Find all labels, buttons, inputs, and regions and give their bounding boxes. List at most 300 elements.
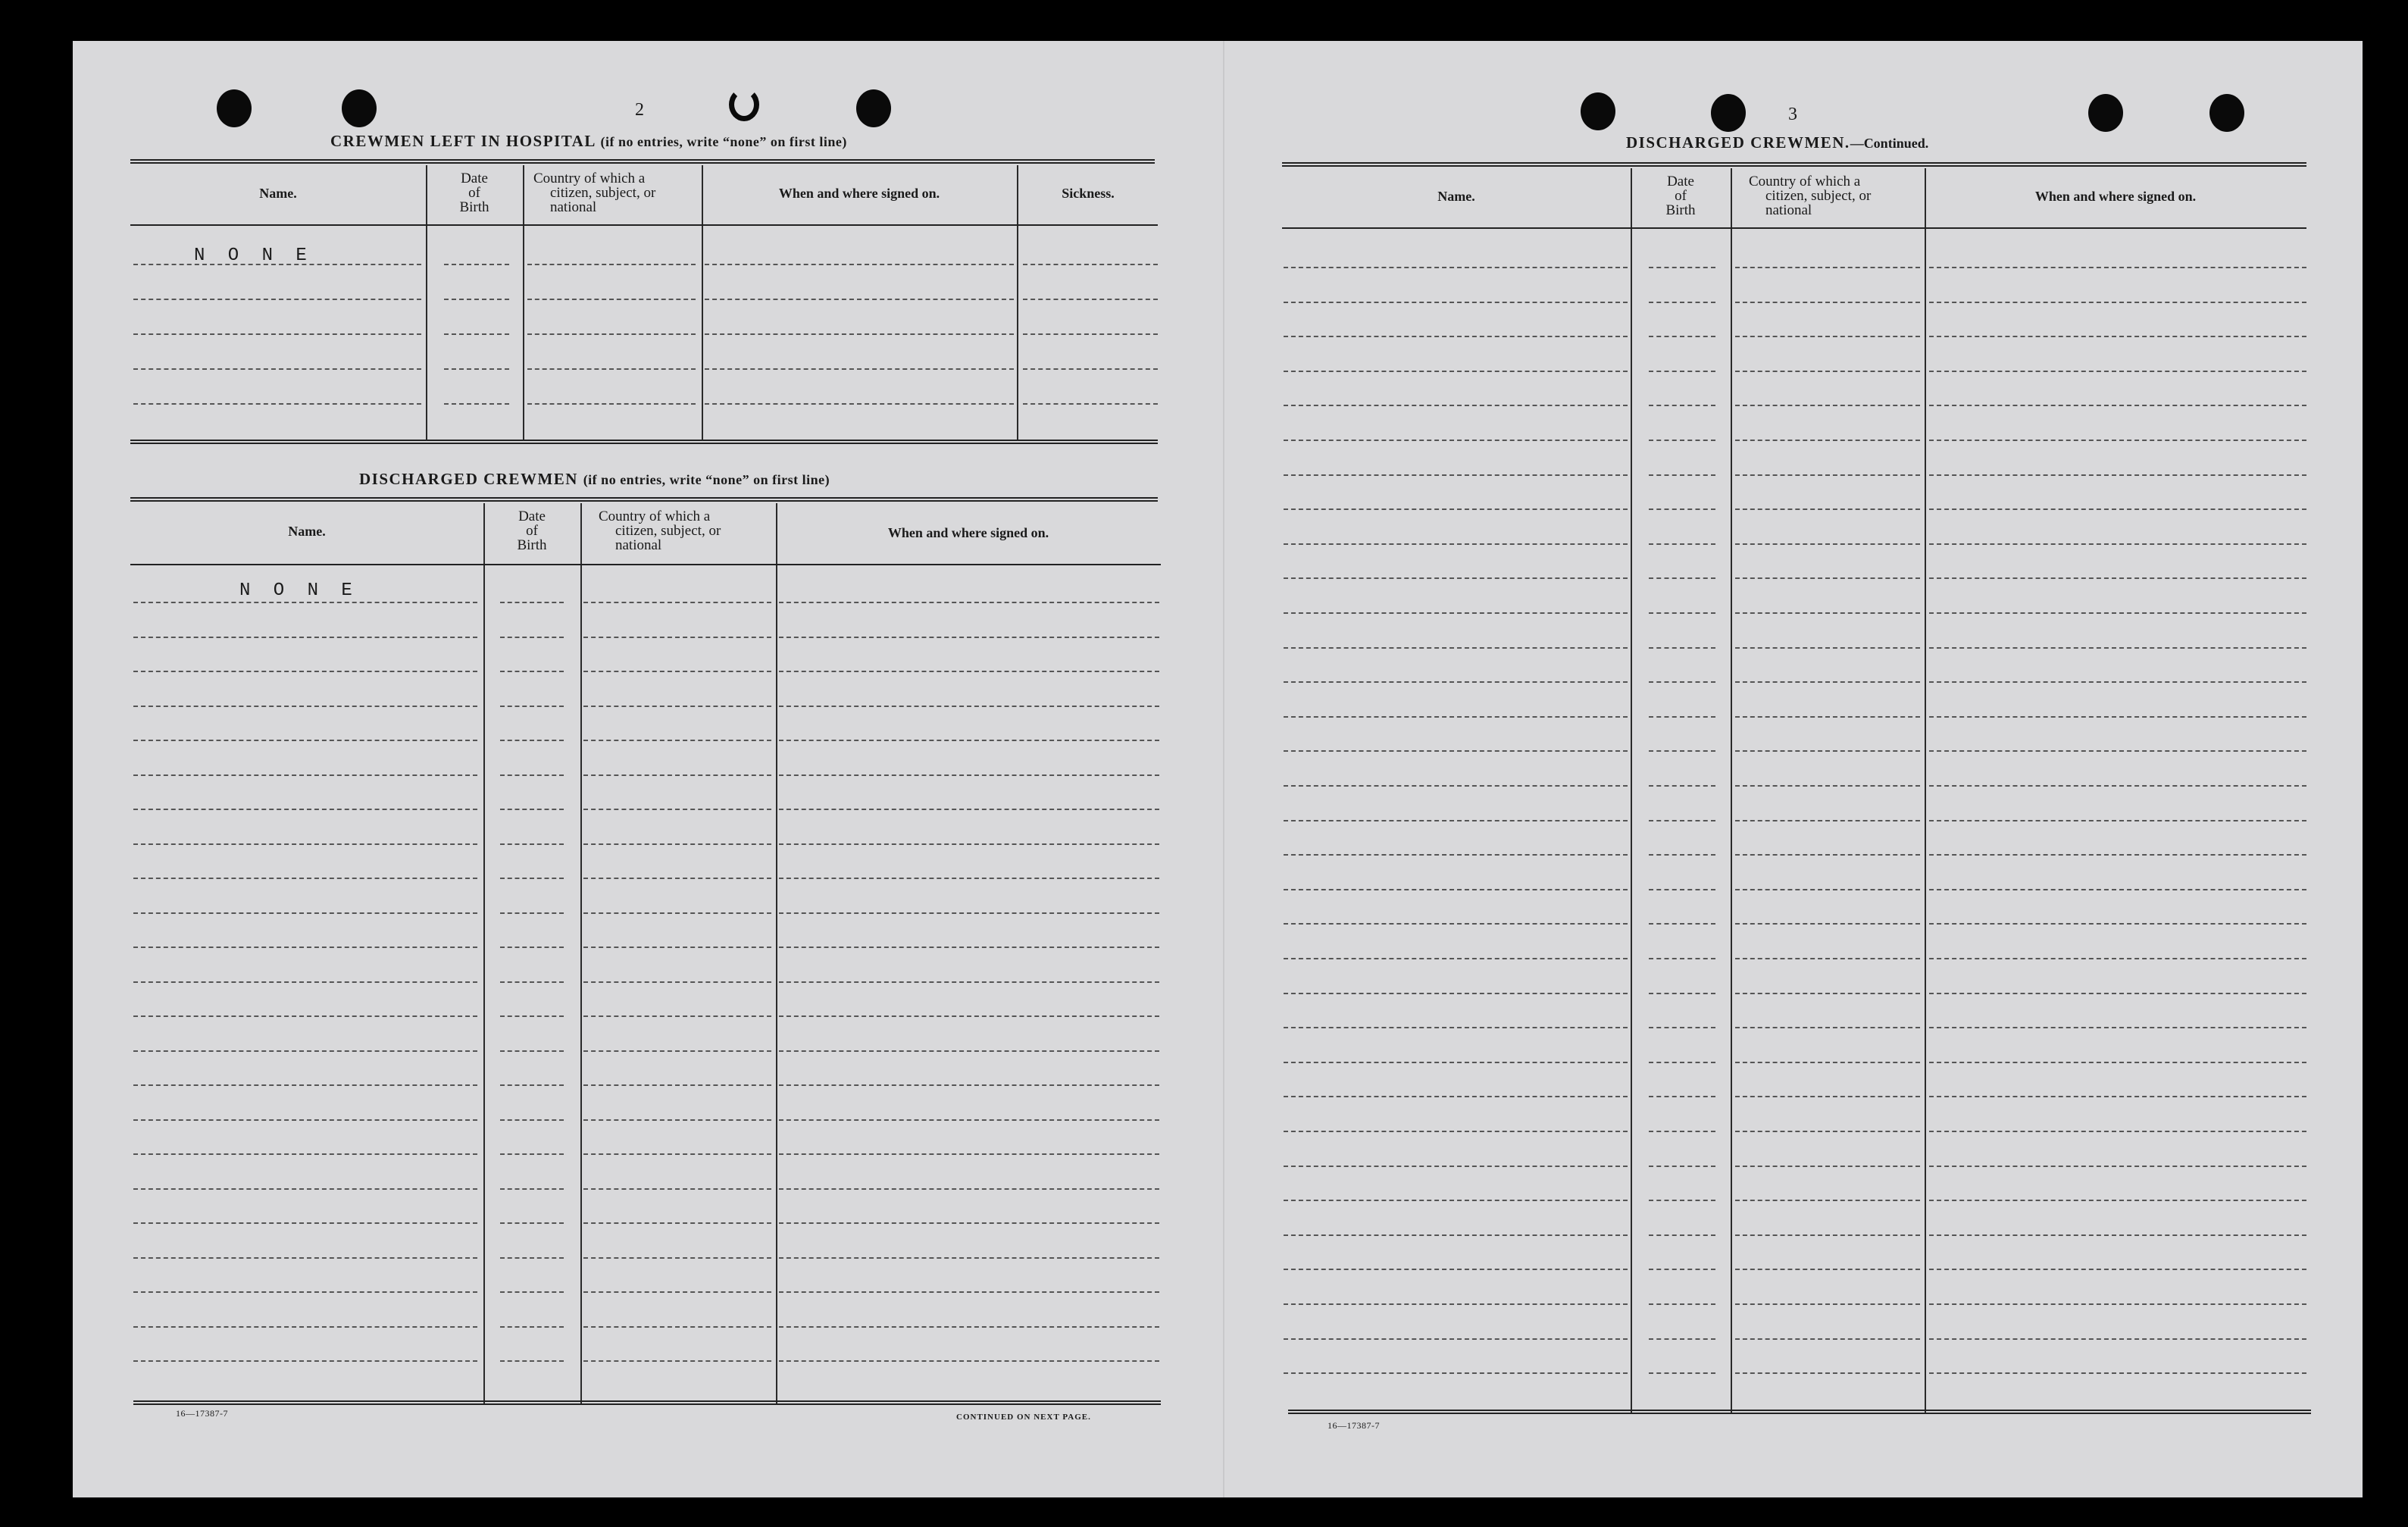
ruled-line [1284, 1062, 1628, 1063]
ruled-line [527, 264, 696, 265]
dob-line-2: of [468, 185, 480, 201]
ruled-line [779, 1360, 1159, 1362]
right-col-divider [1631, 168, 1632, 1414]
discharged-title-text: DISCHARGED CREWMEN [359, 470, 578, 488]
ruled-line [1929, 474, 2306, 476]
ruled-line [583, 809, 771, 810]
ruled-line [1929, 923, 2306, 925]
ruled-line [133, 912, 477, 914]
ruled-line [1735, 577, 1920, 579]
ruled-line [1735, 1166, 1920, 1167]
ruled-line [1023, 299, 1158, 300]
ruled-line [133, 706, 477, 707]
ruled-line [1735, 1027, 1920, 1028]
country-line-2: citizen, subject, or [550, 185, 656, 201]
ruled-line [779, 1153, 1159, 1155]
ruled-line [1649, 923, 1715, 925]
ruled-line [1284, 1269, 1628, 1270]
ruled-line [133, 947, 477, 948]
ruled-line [583, 912, 771, 914]
binder-clip-icon [729, 88, 759, 121]
ruled-line [1735, 1338, 1920, 1340]
hospital-col-dob [426, 171, 523, 214]
ruled-line [133, 981, 477, 983]
ruled-line [779, 1291, 1159, 1293]
ruled-line [1735, 750, 1920, 752]
country-line-3: national [1765, 202, 1812, 218]
ruled-line [500, 1119, 564, 1121]
ruled-line [583, 878, 771, 879]
ruled-line [1735, 785, 1920, 787]
ruled-line [133, 1291, 477, 1293]
country-line-2: citizen, subject, or [1765, 188, 1872, 204]
ruled-line [1929, 993, 2306, 994]
ruled-line [500, 706, 564, 707]
ruled-line [1284, 647, 1628, 649]
ruled-line [1284, 681, 1628, 683]
ruled-line [1284, 750, 1628, 752]
ruled-line [1284, 405, 1628, 406]
ruled-line [1735, 1200, 1920, 1201]
ruled-line [1284, 923, 1628, 925]
ruled-line [1649, 440, 1715, 441]
country-line-1: Country of which a [599, 508, 711, 524]
ruled-line [779, 1119, 1159, 1121]
right-col-when-where: When and where signed on. [2034, 189, 2197, 204]
ruled-line [1929, 854, 2306, 856]
ruled-line [1649, 889, 1715, 890]
ruled-line [583, 1015, 771, 1017]
ruled-line [1735, 405, 1920, 406]
ruled-line [1649, 1200, 1715, 1201]
ruled-line [500, 1326, 564, 1328]
ruled-line [1023, 333, 1158, 335]
ruled-line [705, 299, 1014, 300]
ruled-line [1649, 543, 1715, 545]
ruled-line [1929, 612, 2306, 614]
dob-line-3: Birth [517, 537, 547, 553]
ruled-line [705, 403, 1014, 405]
ruled-line [705, 333, 1014, 335]
ruled-line [779, 878, 1159, 879]
ruled-line [1649, 1131, 1715, 1132]
ruled-line [500, 1291, 564, 1293]
ruled-line [500, 637, 564, 638]
ruled-line [1649, 820, 1715, 821]
ruled-line [1929, 267, 2306, 268]
ruled-line [1929, 1131, 2306, 1132]
ruled-line [1929, 371, 2306, 372]
ruled-line [133, 843, 477, 845]
ruled-line [500, 671, 564, 672]
punch-hole-icon [2209, 94, 2244, 132]
ruled-line [1735, 474, 1920, 476]
ruled-line [1929, 1062, 2306, 1063]
ruled-line [1284, 371, 1628, 372]
ruled-line [1735, 302, 1920, 303]
ruled-line [500, 1222, 564, 1224]
ruled-line [1929, 302, 2306, 303]
ruled-line [1649, 1166, 1715, 1167]
ruled-line [1929, 716, 2306, 718]
ruled-line [133, 403, 421, 405]
ruled-line [779, 1015, 1159, 1017]
ruled-line [1284, 474, 1628, 476]
dob-line-3: Birth [459, 199, 489, 215]
discharged-col-name: Name. [288, 524, 326, 539]
ruled-line [1929, 543, 2306, 545]
ruled-line [1649, 1027, 1715, 1028]
ruled-line [1023, 368, 1158, 370]
ruled-line [500, 809, 564, 810]
ruled-line [133, 1257, 477, 1259]
ruled-line [583, 671, 771, 672]
ruled-line [1649, 1062, 1715, 1063]
page-number: 2 [635, 100, 644, 120]
ruled-line [583, 1084, 771, 1086]
discharged-col-dob [483, 509, 580, 552]
ruled-line [1735, 440, 1920, 441]
ruled-line [1735, 336, 1920, 337]
ruled-line [1929, 647, 2306, 649]
ruled-line [133, 602, 477, 603]
hospital-col-name: Name. [259, 186, 297, 201]
ruled-line [527, 299, 696, 300]
right-page [1224, 41, 2363, 1497]
ruled-line [500, 1084, 564, 1086]
ruled-line [500, 602, 564, 603]
ruled-line [1649, 371, 1715, 372]
ruled-line [133, 368, 421, 370]
ruled-line [1735, 1269, 1920, 1270]
ruled-line [1284, 1027, 1628, 1028]
form-number: 16—17387-7 [176, 1408, 228, 1419]
dob-line-2: of [1675, 188, 1687, 204]
dob-line-3: Birth [1665, 202, 1696, 218]
ruled-line [1649, 508, 1715, 510]
ruled-line [1735, 647, 1920, 649]
dob-line-1: Date [461, 171, 488, 186]
ruled-line [779, 706, 1159, 707]
discharged-top-rule [130, 497, 1158, 502]
ruled-line [1284, 543, 1628, 545]
ruled-line [1284, 302, 1628, 303]
ruled-line [444, 368, 509, 370]
ruled-line [500, 774, 564, 776]
discharged-col-country [599, 509, 774, 552]
ruled-line [133, 1084, 477, 1086]
ruled-line [1284, 958, 1628, 959]
ruled-line [133, 878, 477, 879]
right-top-rule [1282, 162, 2306, 167]
right-col-divider [1925, 168, 1926, 1414]
punch-hole-icon [1581, 92, 1615, 130]
ruled-line [1929, 1303, 2306, 1305]
ruled-line [1929, 1096, 2306, 1097]
ruled-line [1735, 1372, 1920, 1374]
ruled-line [779, 1050, 1159, 1052]
ruled-line [1284, 1303, 1628, 1305]
ruled-line [444, 264, 509, 265]
ruled-line [779, 671, 1159, 672]
ruled-line [133, 637, 477, 638]
ruled-line [1735, 923, 1920, 925]
hospital-col-country [533, 171, 699, 214]
ruled-line [500, 912, 564, 914]
ruled-line [133, 1222, 477, 1224]
ruled-line [1649, 1338, 1715, 1340]
ruled-line [779, 1257, 1159, 1259]
ruled-line [1929, 1269, 2306, 1270]
ruled-line [583, 774, 771, 776]
ruled-line [779, 1188, 1159, 1190]
ruled-line [583, 740, 771, 741]
ruled-line [444, 333, 509, 335]
ruled-line [583, 1360, 771, 1362]
ruled-line [705, 264, 1014, 265]
ruled-line [133, 1326, 477, 1328]
ruled-line [1284, 1372, 1628, 1374]
right-bottom-rule [1288, 1410, 2311, 1414]
ruled-line [133, 1015, 477, 1017]
ruled-line [1023, 403, 1158, 405]
ruled-line [1735, 1131, 1920, 1132]
ruled-line [1929, 889, 2306, 890]
ruled-line [1284, 785, 1628, 787]
ruled-line [1649, 785, 1715, 787]
ruled-line [1649, 336, 1715, 337]
ruled-line [1649, 647, 1715, 649]
ruled-line [527, 368, 696, 370]
ruled-line [1284, 1200, 1628, 1201]
hospital-top-rule [130, 159, 1155, 164]
punch-hole-icon [342, 89, 377, 127]
ruled-line [1929, 681, 2306, 683]
ruled-line [1284, 1096, 1628, 1097]
ruled-line [500, 740, 564, 741]
hospital-title-note: (if no entries, write “none” on first line) [600, 134, 847, 149]
dob-line-1: Date [518, 508, 546, 524]
ruled-line [1929, 1372, 2306, 1374]
country-line-1: Country of which a [1749, 174, 1861, 189]
country-line-1: Country of which a [533, 171, 646, 186]
form-number: 16—17387-7 [1328, 1420, 1380, 1431]
ruled-line [1284, 440, 1628, 441]
right-col-country [1749, 174, 1923, 217]
ruled-line [1735, 1062, 1920, 1063]
ruled-line [500, 1360, 564, 1362]
ruled-line [133, 1153, 477, 1155]
hospital-col-divider [1017, 165, 1018, 441]
ruled-line [779, 1222, 1159, 1224]
ruled-line [133, 1188, 477, 1190]
ruled-line [527, 333, 696, 335]
ruled-line [133, 774, 477, 776]
discharged-header-rule [130, 564, 1161, 565]
country-line-3: national [550, 199, 597, 215]
dob-line-1: Date [1667, 174, 1694, 189]
ruled-line [1649, 750, 1715, 752]
ruled-line [1735, 1234, 1920, 1236]
ruled-line [583, 637, 771, 638]
ruled-line [583, 706, 771, 707]
hospital-col-divider [523, 165, 524, 441]
hospital-col-when-where: When and where signed on. [778, 186, 940, 201]
ruled-line [1735, 681, 1920, 683]
ruled-line [583, 1119, 771, 1121]
ruled-line [527, 403, 696, 405]
ruled-line [1735, 543, 1920, 545]
ruled-line [1284, 889, 1628, 890]
ruled-line [1735, 854, 1920, 856]
ruled-line [1929, 1166, 2306, 1167]
ruled-line [133, 1050, 477, 1052]
ruled-line [583, 1257, 771, 1259]
ruled-line [1929, 336, 2306, 337]
ruled-line [1649, 681, 1715, 683]
ruled-line [1929, 1338, 2306, 1340]
ruled-line [1649, 302, 1715, 303]
ruled-line [1649, 1234, 1715, 1236]
ruled-line [1649, 1096, 1715, 1097]
ruled-line [133, 1119, 477, 1121]
ruled-line [1649, 1372, 1715, 1374]
ruled-line [1735, 612, 1920, 614]
ruled-line [1649, 267, 1715, 268]
ruled-line [500, 1188, 564, 1190]
ruled-line [500, 947, 564, 948]
ruled-line [1284, 267, 1628, 268]
ruled-line [779, 740, 1159, 741]
ruled-line [1284, 854, 1628, 856]
ruled-line [1284, 1166, 1628, 1167]
ruled-line [133, 299, 421, 300]
ruled-line [1284, 612, 1628, 614]
ruled-line [779, 1326, 1159, 1328]
ruled-line [779, 1084, 1159, 1086]
ruled-line [1735, 371, 1920, 372]
ruled-line [779, 602, 1159, 603]
hospital-title-text: CREWMEN LEFT IN HOSPITAL [330, 132, 596, 150]
right-col-dob [1631, 174, 1731, 217]
ruled-line [1284, 993, 1628, 994]
ruled-line [133, 333, 421, 335]
ruled-line [1735, 1303, 1920, 1305]
ruled-line [1735, 820, 1920, 821]
ruled-line [1284, 820, 1628, 821]
ruled-line [1929, 405, 2306, 406]
ruled-line [583, 1153, 771, 1155]
discharged-col-divider [580, 503, 582, 1403]
ruled-line [1649, 1269, 1715, 1270]
ruled-line [444, 299, 509, 300]
ruled-line [1649, 612, 1715, 614]
hospital-first-entry: N O N E [194, 246, 313, 266]
ruled-line [1284, 577, 1628, 579]
discharged-col-divider [483, 503, 485, 1403]
dob-line-2: of [526, 523, 538, 539]
ruled-line [133, 671, 477, 672]
ruled-line [1735, 993, 1920, 994]
ruled-line [1929, 577, 2306, 579]
hospital-section-title [330, 132, 847, 151]
right-header-rule [1282, 227, 2306, 229]
ruled-line [1023, 264, 1158, 265]
hospital-col-divider [702, 165, 703, 441]
ruled-line [133, 740, 477, 741]
ruled-line [1649, 577, 1715, 579]
discharged-col-when-where: When and where signed on. [887, 525, 1049, 540]
ruled-line [500, 1257, 564, 1259]
right-col-divider [1731, 168, 1732, 1414]
ruled-line [500, 1153, 564, 1155]
ruled-line [1649, 958, 1715, 959]
punch-hole-icon [856, 89, 891, 127]
ruled-line [500, 1015, 564, 1017]
ruled-line [583, 981, 771, 983]
ruled-line [1649, 1303, 1715, 1305]
hospital-header-rule [130, 224, 1158, 226]
ruled-line [779, 912, 1159, 914]
ruled-line [583, 602, 771, 603]
punch-hole-icon [1711, 94, 1746, 132]
ruled-line [1929, 1027, 2306, 1028]
ruled-line [1284, 1338, 1628, 1340]
punch-hole-icon [217, 89, 252, 127]
hospital-bottom-rule [130, 440, 1158, 444]
ruled-line [1649, 405, 1715, 406]
ruled-line [583, 1050, 771, 1052]
ruled-line [444, 403, 509, 405]
ruled-line [500, 1050, 564, 1052]
ruled-line [500, 981, 564, 983]
ruled-line [583, 947, 771, 948]
ruled-line [583, 1291, 771, 1293]
ruled-line [779, 981, 1159, 983]
country-line-3: national [615, 537, 662, 553]
discharged-col-divider [776, 503, 777, 1403]
ruled-line [1649, 474, 1715, 476]
ruled-line [1735, 1096, 1920, 1097]
ruled-line [705, 368, 1014, 370]
ruled-line [133, 1360, 477, 1362]
ruled-line [779, 843, 1159, 845]
ruled-line [500, 843, 564, 845]
ruled-line [1649, 716, 1715, 718]
ruled-line [1284, 1131, 1628, 1132]
ruled-line [133, 809, 477, 810]
ruled-line [1735, 267, 1920, 268]
discharged-first-entry: N O N E [239, 580, 358, 601]
ruled-line [1929, 1200, 2306, 1201]
ruled-line [1929, 508, 2306, 510]
ruled-line [583, 1188, 771, 1190]
discharged-section-title [359, 470, 830, 489]
continued-note: CONTINUED ON NEXT PAGE. [956, 1413, 1091, 1422]
ruled-line [779, 947, 1159, 948]
ruled-line [1284, 508, 1628, 510]
discharged-title-note: (if no entries, write “none” on first line) [583, 472, 830, 487]
ruled-line [1929, 750, 2306, 752]
ruled-line [1929, 440, 2306, 441]
ruled-line [133, 264, 421, 265]
ruled-line [1735, 716, 1920, 718]
ruled-line [583, 843, 771, 845]
ruled-line [1735, 889, 1920, 890]
right-title-suffix: —Continued. [1850, 136, 1929, 151]
ruled-line [583, 1222, 771, 1224]
right-col-name: Name. [1437, 189, 1475, 204]
